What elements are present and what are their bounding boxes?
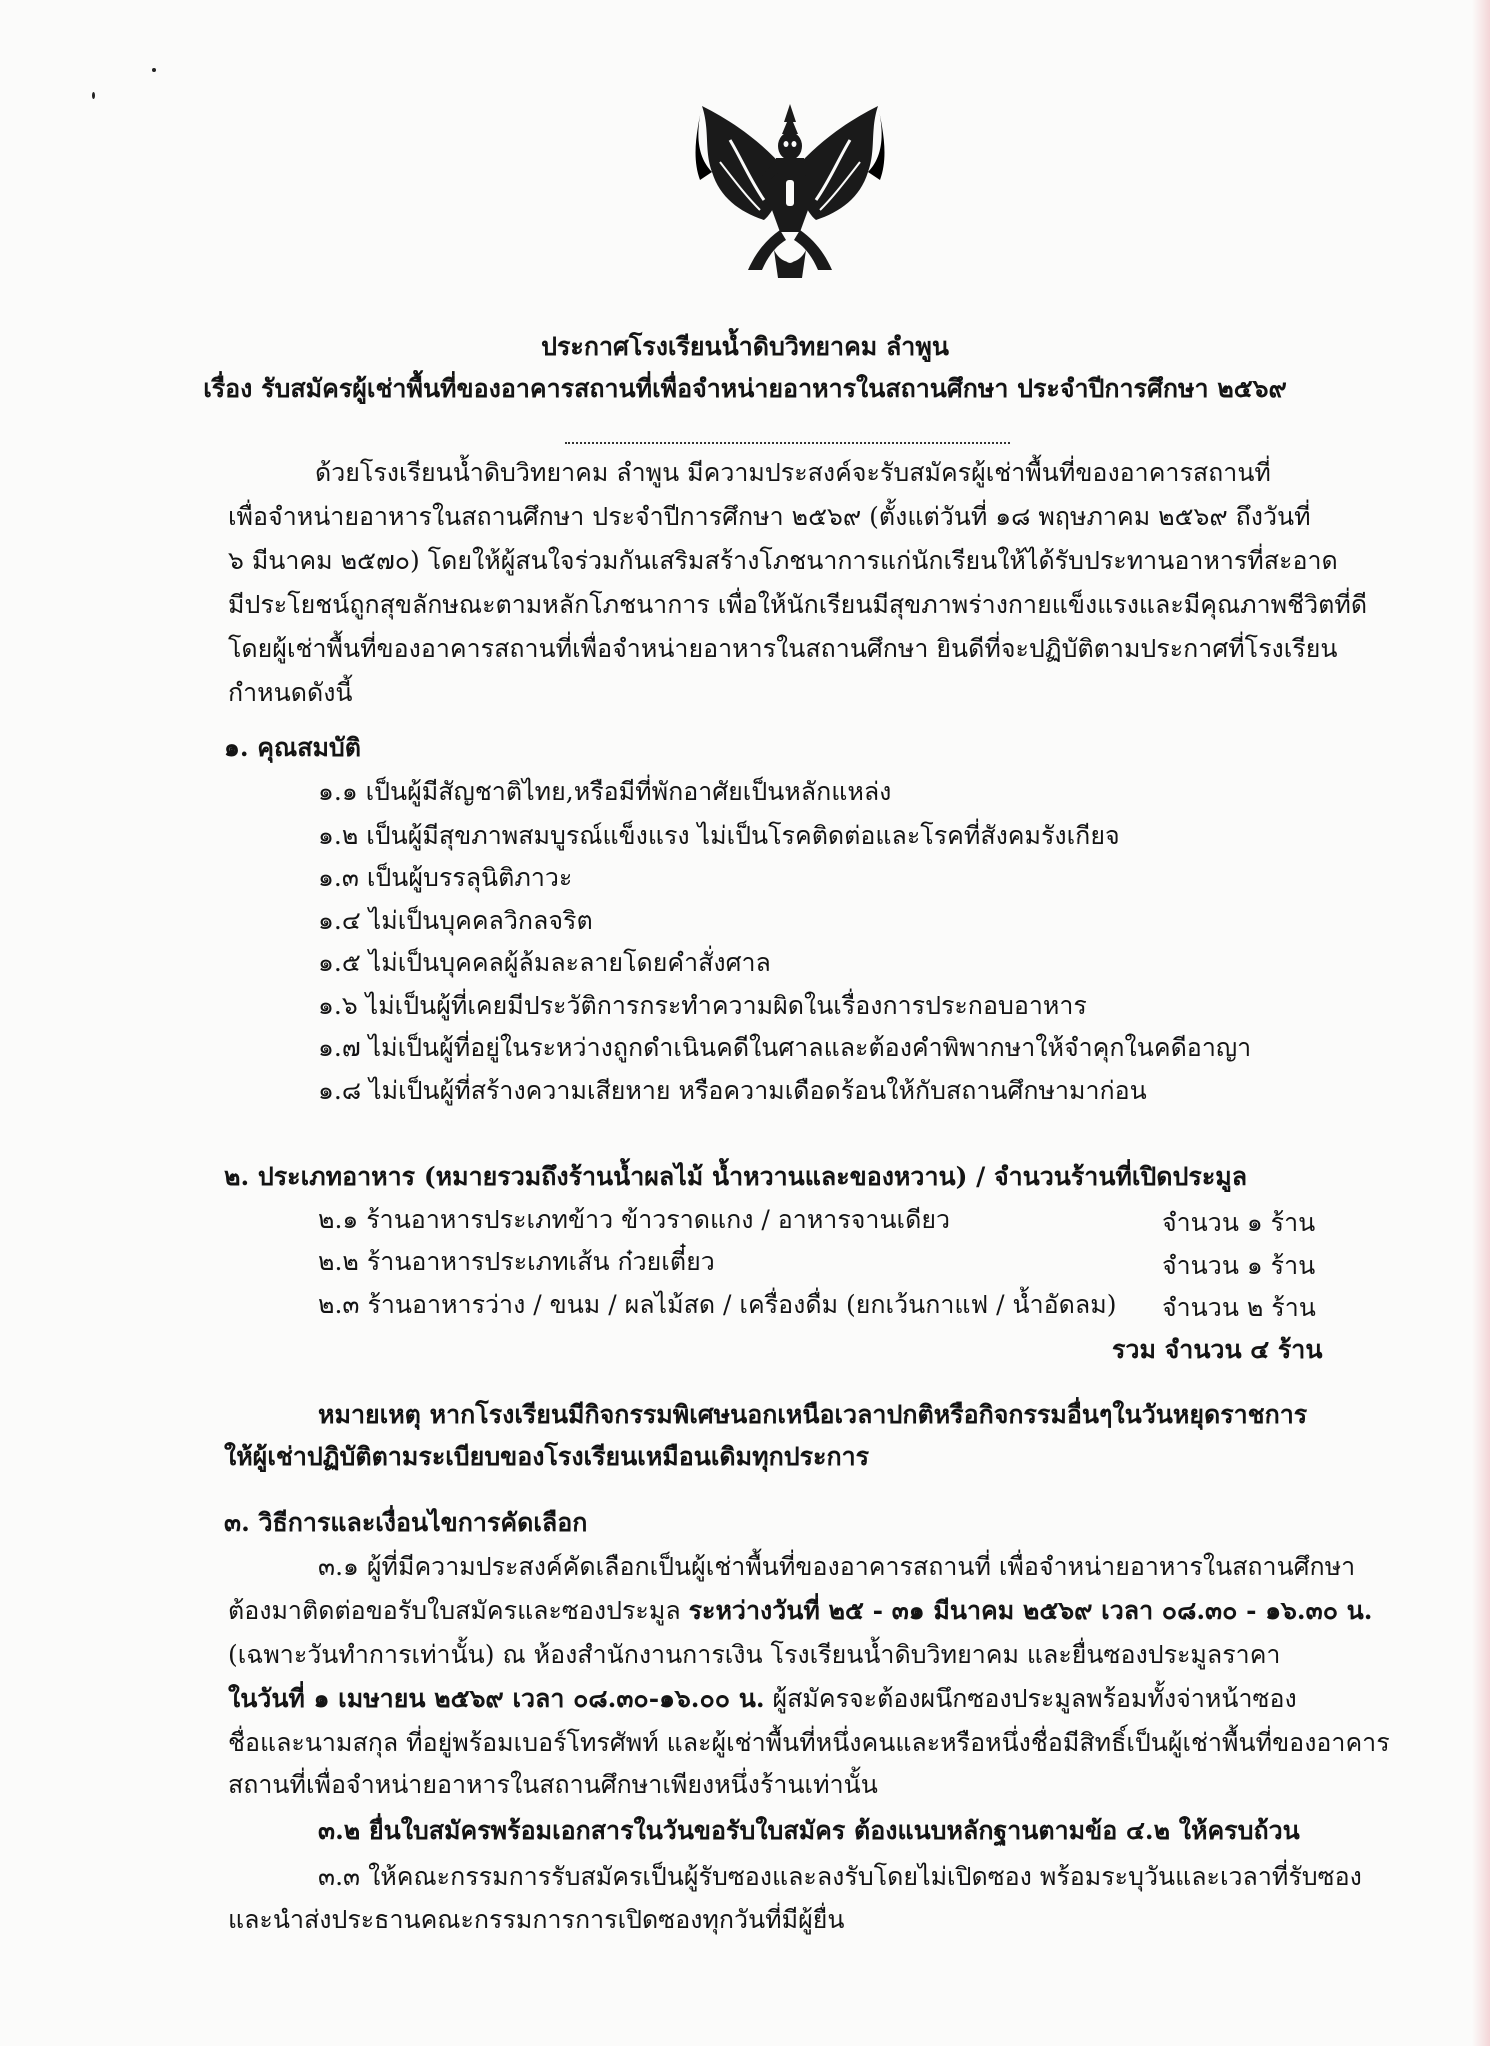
note-line: หมายเหตุ หากโรงเรียนมีกิจกรรมพิเศษนอกเหนือเวลาปกติหรือกิจกรรมอื่นๆในวันหยุดราชการ (318, 1400, 1308, 1429)
intro-line: โดยผู้เช่าพื้นที่ของอาคารสถานที่เพื่อจำหน่ายอาหารในสถานศึกษา ยินดีที่จะปฏิบัติตามประกาศที่โรงเรียน (228, 634, 1338, 663)
qualification-item: ๑.๗ ไม่เป็นผู้ที่อยู่ในระหว่างถูกดำเนินคดีในศาลและต้องคำพิพากษาให้จำคุกในคดีอาญา (318, 1033, 1252, 1062)
section1-heading: ๑. คุณสมบัติ (224, 733, 362, 762)
section3-text: สถานที่เพื่อจำหน่ายอาหารในสถานศึกษาเพียงหนึ่งร้านเท่านั้น (228, 1770, 878, 1799)
section3-text: ๓.๓ ให้คณะกรรมการรับสมัครเป็นผู้รับซองและลงรับโดยไม่เปิดซอง พร้อมระบุวันและเวลาที่รับซอง (318, 1862, 1362, 1891)
intro-line: มีประโยชน์ถูกสุขลักษณะตามหลักโภชนาการ เพื่อให้นักเรียนมีสุขภาพร่างกายแข็งแรงและมีคุณภาพชีวิตที่ดี (228, 590, 1368, 619)
qualification-item: ๑.๕ ไม่เป็นบุคคลผู้ล้มละลายโดยคำสั่งศาล (318, 948, 771, 977)
qualification-item: ๑.๓ เป็นผู้บรรลุนิติภาวะ (318, 863, 573, 892)
qualification-item: ๑.๔ ไม่เป็นบุคคลวิกลจริต (318, 906, 593, 935)
food-type-label: ๒.๒ ร้านอาหารประเภทเส้น ก๋วยเตี๋ยว (318, 1247, 715, 1276)
food-type-total: รวม จำนวน ๔ ร้าน (1112, 1335, 1323, 1364)
food-type-label: ๒.๓ ร้านอาหารว่าง / ขนม / ผลไม้สด / เครื่องดื่ม (ยกเว้นกาแฟ / น้ำอัดลม) (318, 1290, 1117, 1319)
garuda-emblem-icon (690, 100, 890, 282)
section3-heading: ๓. วิธีการและเงื่อนไขการคัดเลือก (224, 1508, 588, 1537)
food-type-count: จำนวน ๑ ร้าน (1162, 1208, 1316, 1237)
page-edge (1472, 0, 1490, 2046)
qualification-item: ๑.๒ เป็นผู้มีสุขภาพสมบูรณ์แข็งแรง ไม่เป็นโรคติดต่อและโรคที่สังคมรังเกียจ (318, 821, 1120, 850)
section3-text: ชื่อและนามสกุล ที่อยู่พร้อมเบอร์โทรศัพท์ และผู้เช่าพื้นที่หนึ่งคนและหรือหนึ่งชื่อมีสิทธิ์เป็นผู้เช่าพื้นที่ของอาคาร (228, 1728, 1390, 1757)
qualification-item: ๑.๘ ไม่เป็นผู้ที่สร้างความเสียหาย หรือความเดือดร้อนให้กับสถานศึกษามาก่อน (318, 1076, 1147, 1105)
section3-text: ๓.๑ ผู้ที่มีความประสงค์คัดเลือกเป็นผู้เช่าพื้นที่ของอาคารสถานที่ เพื่อจำหน่ายอาหารในสถานศึกษา (318, 1552, 1356, 1581)
announcement-subject: เรื่อง รับสมัครผู้เช่าพื้นที่ของอาคารสถานที่เพื่อจำหน่ายอาหารในสถานศึกษา ประจำปีการศึกษา ๒๕๖๙ (203, 374, 1287, 403)
qualification-item: ๑.๑ เป็นผู้มีสัญชาติไทย,หรือมีที่พักอาศัยเป็นหลักแหล่ง (318, 777, 892, 806)
section2-heading: ๒. ประเภทอาหาร (หมายรวมถึงร้านน้ำผลไม้ น้ำหวานและของหวาน) / จำนวนร้านที่เปิดประมูล (224, 1162, 1248, 1191)
intro-line: ด้วยโรงเรียนน้ำดิบวิทยาคม ลำพูน มีความประสงค์จะรับสมัครผู้เช่าพื้นที่ของอาคารสถานที่ (315, 458, 1271, 487)
intro-line: ๖ มีนาคม ๒๕๗๐) โดยให้ผู้สนใจร่วมกันเสริมสร้างโภชนาการแก่นักเรียนให้ได้รับประทานอาหารที่สะอาด (228, 546, 1338, 575)
scan-speck (92, 92, 95, 99)
intro-line: กำหนดดังนี้ (228, 678, 353, 707)
food-type-label: ๒.๑ ร้านอาหารประเภทข้าว ข้าวราดแกง / อาหารจานเดียว (318, 1205, 951, 1234)
food-type-count: จำนวน ๒ ร้าน (1162, 1293, 1316, 1322)
note-line: ให้ผู้เช่าปฏิบัติตามระเบียบของโรงเรียนเหมือนเดิมทุกประการ (224, 1442, 870, 1471)
section3-text: (เฉพาะวันทำการเท่านั้น) ณ ห้องสำนักงานการเงิน โรงเรียนน้ำดิบวิทยาคม และยื่นซองประมูลราคา (228, 1640, 1281, 1669)
qualification-item: ๑.๖ ไม่เป็นผู้ที่เคยมีประวัติการกระทำความผิดในเรื่องการประกอบอาหาร (318, 991, 1087, 1020)
intro-line: เพื่อจำหน่ายอาหารในสถานศึกษา ประจำปีการศึกษา ๒๕๖๙ (ตั้งแต่วันที่ ๑๘ พฤษภาคม ๒๕๖๙ ถึงวันที่ (228, 502, 1311, 531)
scan-speck (152, 68, 156, 72)
announcement-title: ประกาศโรงเรียนน้ำดิบวิทยาคม ลำพูน (541, 332, 949, 361)
header-divider (565, 442, 1010, 444)
section3-text: และนำส่งประธานคณะกรรมการการเปิดซองทุกวันที่มีผู้ยื่น (228, 1905, 845, 1934)
section3-text: ต้องมาติดต่อขอรับใบสมัครและซองประมูล ระหว่างวันที่ ๒๕ - ๓๑ มีนาคม ๒๕๖๙ เวลา ๐๘.๓๐ - ๑๖.๓๐ น. (228, 1596, 1373, 1625)
food-type-count: จำนวน ๑ ร้าน (1162, 1251, 1316, 1280)
section3-text: ๓.๒ ยื่นใบสมัครพร้อมเอกสารในวันขอรับใบสมัคร ต้องแนบหลักฐานตามข้อ ๔.๒ ให้ครบถ้วน (318, 1816, 1300, 1845)
section3-text: ในวันที่ ๑ เมษายน ๒๕๖๙ เวลา ๐๘.๓๐-๑๖.๐๐ น. ผู้สมัครจะต้องผนึกซองประมูลพร้อมทั้งจ่าหน้าซอง (228, 1684, 1297, 1713)
